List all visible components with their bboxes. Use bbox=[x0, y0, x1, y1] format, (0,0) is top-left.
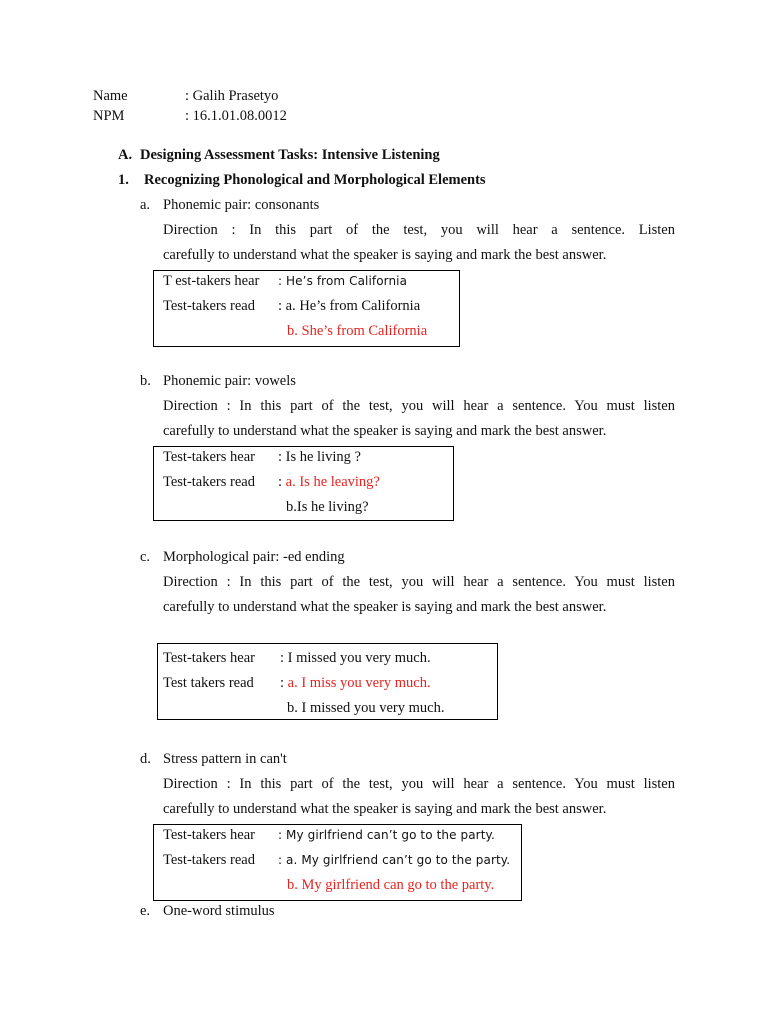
answer-box bbox=[153, 446, 454, 521]
item-title: Morphological pair: -ed ending bbox=[163, 549, 345, 565]
option-b: b.Is he living? bbox=[286, 499, 369, 515]
option-b: b. My girlfriend can go to the party. bbox=[287, 877, 495, 893]
direction-line: Direction : In this part of the test, you will hear a sentence. You must listen bbox=[163, 574, 675, 590]
npm-label: NPM bbox=[93, 108, 125, 124]
subsection-number: 1. bbox=[118, 172, 129, 188]
direction-line: carefully to understand what the speaker is saying and mark the best answer. bbox=[163, 801, 607, 817]
read-label: Test-takers read bbox=[163, 852, 255, 868]
section-title: Designing Assessment Tasks: Intensive Listening bbox=[140, 147, 440, 163]
option-prefix: : bbox=[280, 675, 288, 691]
item-letter: c. bbox=[140, 549, 151, 565]
option-a: : a. He’s from California bbox=[278, 298, 421, 314]
hear-value: : I missed you very much. bbox=[280, 650, 431, 666]
direction-line: Direction : In this part of the test, you will hear a sentence. You must listen bbox=[163, 776, 675, 792]
direction-line: carefully to understand what the speaker is saying and mark the best answer. bbox=[163, 423, 607, 439]
answer-box bbox=[153, 270, 460, 347]
read-label: Test-takers read bbox=[163, 474, 255, 490]
option-a: a. Is he leaving? bbox=[285, 474, 380, 490]
item-letter: d. bbox=[140, 751, 151, 767]
hear-value: : Is he living ? bbox=[278, 449, 361, 465]
option-prefix: : bbox=[278, 474, 286, 490]
subsection-title: Recognizing Phonological and Morphological Elements bbox=[144, 172, 486, 188]
item-title: Stress pattern in can't bbox=[163, 751, 287, 767]
direction-line: carefully to understand what the speaker is saying and mark the best answer. bbox=[163, 599, 607, 615]
option-a: : a. My girlfriend can’t go to the party. bbox=[278, 853, 511, 867]
answer-box bbox=[153, 824, 522, 901]
section-letter: A. bbox=[118, 147, 133, 163]
item-title: One-word stimulus bbox=[163, 903, 275, 919]
hear-value: : My girlfriend can’t go to the party. bbox=[278, 828, 495, 842]
name-label: Name bbox=[93, 88, 128, 104]
option-b: b. I missed you very much. bbox=[287, 700, 445, 716]
option-b: b. She’s from California bbox=[287, 323, 428, 339]
direction-line: carefully to understand what the speaker is saying and mark the best answer. bbox=[163, 247, 607, 263]
item-letter: a. bbox=[140, 197, 151, 213]
item-title: Phonemic pair: vowels bbox=[163, 373, 296, 389]
direction-line: Direction : In this part of the test, you will hear a sentence. Listen bbox=[163, 222, 675, 238]
answer-box bbox=[157, 643, 498, 720]
option-a: a. I miss you very much. bbox=[287, 675, 431, 691]
read-label: Test takers read bbox=[163, 675, 254, 691]
item-title: Phonemic pair: consonants bbox=[163, 197, 320, 213]
hear-label: Test-takers hear bbox=[163, 449, 255, 465]
hear-value: : He’s from California bbox=[278, 274, 408, 288]
npm-value: : 16.1.01.08.0012 bbox=[185, 108, 287, 124]
item-letter: e. bbox=[140, 903, 151, 919]
hear-label: T est-takers hear bbox=[163, 273, 260, 289]
name-value: : Galih Prasetyo bbox=[185, 88, 279, 104]
direction-line: Direction : In this part of the test, you will hear a sentence. You must listen bbox=[163, 398, 675, 414]
item-letter: b. bbox=[140, 373, 151, 389]
hear-label: Test-takers hear bbox=[163, 827, 255, 843]
hear-label: Test-takers hear bbox=[163, 650, 255, 666]
read-label: Test-takers read bbox=[163, 298, 255, 314]
